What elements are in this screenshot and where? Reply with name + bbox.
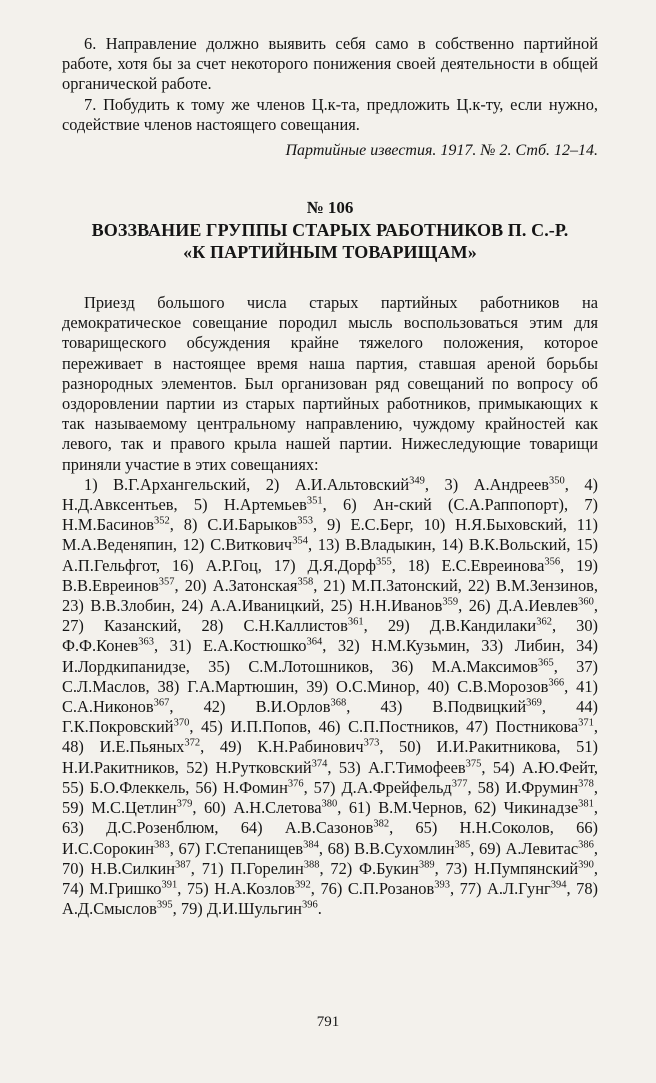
participant-text: , 32) Н.М.Кузьмин, 33) Либин, 34) И.Лордкипанидзе, 35) С.М.Лотошников, 36) М.А.Максимов — [62, 636, 598, 676]
participant-text: , 45) И.П.Попов, 46) С.П.Постников, 47) Постникова — [189, 717, 579, 737]
footnote-ref: 390 — [578, 859, 594, 871]
participant-text: , 54) А.Ю.Фейт, 55) Б.О.Флеккель, 56) Н.Фомин — [62, 757, 598, 797]
footnote-ref: 361 — [347, 616, 364, 628]
participant-text: , 30) Ф.Ф.Конев — [62, 616, 599, 656]
participant-text: , 69) А.Левитас — [470, 838, 579, 858]
participant-text: , 19) В.В.Евреинов — [62, 555, 598, 595]
participant-text: , 79) Д.И.Шульгин — [172, 899, 302, 919]
footnote-ref: 355 — [375, 556, 392, 568]
footnote-ref: 377 — [451, 778, 468, 790]
footnote-ref: 388 — [303, 859, 320, 871]
participant-text: , 44) Г.К.Покровский — [62, 697, 598, 737]
footnote-ref: 366 — [548, 677, 565, 689]
page-number: 791 — [316, 1014, 340, 1030]
footnote-ref: 356 — [544, 556, 561, 568]
participant-text: , 42) В.И.Орлов — [169, 697, 331, 717]
footnote-ref: 364 — [306, 637, 323, 648]
participant-text: , 29) Д.В.Кандилаки — [363, 616, 537, 636]
paragraph-item-7: 7. Побудить к тому же членов Ц.к-та, предложить Ц.к-ту, если нужно, содействие членов настоящего совещания. — [62, 94, 598, 134]
participant-text: , 26) Д.А.Иевлев — [458, 596, 579, 616]
participant-text: , 70) Н.В.Силкин — [62, 838, 598, 878]
participant-text: , 71) П.Горелин — [190, 858, 304, 878]
footnote-ref: 389 — [418, 859, 435, 871]
footnote-ref: 358 — [297, 576, 314, 588]
participant-text: , 18) Е.С.Евреинова — [391, 555, 545, 575]
participant-text: , 37) С.Л.Маслов, 38) Г.А.Мартюшин, 39) О.С.Минор, 40) С.В.Морозов — [62, 656, 598, 696]
participant-text: , 53) А.Г.Тимофеев — [327, 757, 466, 777]
footnote-ref: 375 — [465, 758, 482, 770]
participant-text: , 41) С.А.Никонов — [62, 676, 599, 717]
participant-text: , 74) М.Гришко — [62, 858, 598, 898]
footnote-ref: 368 — [330, 697, 347, 709]
participant-text: , 77) А.Л.Гунг — [449, 878, 551, 898]
participants-list — [62, 475, 598, 919]
footnote-ref: 357 — [158, 576, 175, 588]
footnote-ref: 362 — [536, 616, 552, 628]
footnote-ref: 363 — [138, 637, 154, 648]
footnote-ref: 373 — [363, 738, 380, 750]
participant-text: 2) А.И.Альтовский — [265, 474, 410, 494]
participant-text: , 75) Н.А.Козлов — [177, 878, 296, 898]
footnote-ref: 387 — [175, 859, 191, 871]
footnote-ref: 393 — [434, 879, 450, 891]
footnote-ref: 396 — [301, 899, 318, 911]
footnote-ref: 353 — [297, 515, 314, 527]
participant-text: , 59) М.С.Цетлин — [62, 777, 599, 818]
footnote-ref: 372 — [184, 738, 201, 750]
participant-text: , 68) В.В.Сухомлин — [318, 838, 455, 858]
footnote-ref: 384 — [303, 839, 319, 851]
participant-text: , 61) В.М.Чернов, 62) Чикинадзе — [337, 798, 579, 818]
document-heading-line2: «К ПАРТИЙНЫМ ТОВАРИЩАМ» — [183, 242, 477, 263]
footnote-ref: 378 — [578, 778, 594, 790]
footnote-ref: 370 — [173, 717, 190, 729]
participant-text: , 73) Н.Пумпянский — [434, 858, 579, 878]
participant-text: , 57) Д.А.Фрейфельд — [303, 777, 452, 797]
document-heading-line1: ВОЗЗВАНИЕ ГРУППЫ СТАРЫХ РАБОТНИКОВ П. С.-Р. — [91, 220, 569, 241]
footnote-ref: 383 — [154, 839, 170, 851]
participant-text: , 67) Г.Степанищев — [169, 838, 304, 858]
participant-text: , 43) В.Подвицкий — [346, 697, 527, 717]
participant-text: , 3) А.Андреев — [424, 474, 549, 494]
paragraph-item-6: 6. Направление должно выявить себя само в собственно партийной работе, хотя бы за счет некоторого понижения своей деятельности в общей органической работе. — [62, 34, 598, 94]
footnote-ref: 352 — [154, 515, 170, 527]
footnote-ref: 359 — [442, 596, 459, 608]
intro-paragraph: Приезд большого числа старых партийных работников на демократическое совещание породил мысль воспользоваться этим для товарищеского обсуждения крайне тяжелого положения, которое переживает в настоящее время наша партия, ставшая ареной борьбы разнородных элементов. Был организован ряд совещаний по вопросу об оздоровлении партии из старых партийных работников, примыкающих к так называемому центральному направлению, чуждому крайностей как левого, так и правого крыла нашей партии. Нижеследующие товарищи приняли участие в этих совещаниях: — [62, 293, 598, 474]
footnote-ref: 386 — [578, 839, 594, 851]
participant-text: , 49) К.Н.Рабинович — [200, 737, 364, 757]
footnote-ref: 351 — [306, 495, 323, 507]
participant-text: , 6) Ан-ский (С.А.Раппопорт), 7) Н.М.Басинов — [62, 495, 598, 535]
footnote-ref: 365 — [538, 657, 554, 669]
participant-text: , 60) А.Н.Слетова — [192, 798, 322, 818]
participant-text: . — [317, 899, 322, 919]
participant-text: 1) В.Г.Архангельский, — [84, 474, 266, 494]
footnote-ref: 360 — [578, 596, 594, 608]
footnote-ref: 381 — [578, 798, 594, 810]
footnote-ref: 385 — [454, 839, 471, 851]
participant-text: , 76) С.П.Розанов — [310, 878, 435, 898]
footnote-ref: 395 — [156, 899, 173, 911]
document-number: № 106 — [306, 198, 354, 218]
footnote-ref: 371 — [578, 717, 594, 729]
participant-text: , 65) Н.Н.Соколов, 66) И.С.Сорокин — [62, 818, 598, 858]
participant-text: , 63) Д.С.Розенблюм, 64) А.В.Сазонов — [62, 798, 598, 838]
participant-text: , 4) Н.Д.Авксентьев, 5) Н.Артемьев — [62, 474, 598, 515]
source-citation: Партийные известия. 1917. № 2. Стб. 12–14. — [285, 142, 598, 160]
footnote-ref: 379 — [176, 798, 193, 810]
footnote-ref: 354 — [292, 535, 308, 547]
footnote-ref: 376 — [287, 778, 304, 790]
footnote-ref: 367 — [153, 697, 170, 709]
footnote-ref: 350 — [549, 475, 565, 487]
participant-text: , 20) А.Затонская — [174, 575, 298, 595]
participant-text: , 72) Ф.Букин — [319, 858, 419, 878]
participant-text: , 27) Казанский, 28) С.Н.Каллистов — [62, 596, 598, 636]
footnote-ref: 349 — [409, 475, 425, 487]
participant-text: , 21) М.П.Затонский, 22) В.М.Зензинов, 23) В.В.Злобин, 24) А.А.Иваницкий, 25) Н.Н.Иванов — [62, 575, 599, 616]
footnote-ref: 380 — [321, 798, 338, 810]
footnote-ref: 391 — [161, 879, 178, 891]
participant-text: , 31) Е.А.Костюшко — [153, 636, 307, 656]
footnote-ref: 369 — [526, 697, 542, 709]
participant-text: , 13) В.Владыкин, 14) В.К.Вольский, 15) А.П.Гельфгот, 16) А.Р.Гоц, 17) Д.Я.Дорф — [62, 535, 598, 575]
participant-text: , 50) И.И.Ракитникова, 51) Н.И.Ракитников, 52) Н.Рутковский — [62, 737, 598, 777]
footnote-ref: 382 — [373, 818, 390, 830]
participant-text: , 9) Е.С.Берг, 10) Н.Я.Быховский, 11) М.А.Веденяпин, 12) С.Виткович — [62, 515, 598, 555]
participant-text: , 8) С.И.Барыков — [169, 515, 298, 535]
participant-text: , 58) И.Фрумин — [467, 777, 579, 797]
footnote-ref: 374 — [311, 758, 328, 770]
participant-text: , 48) И.Е.Пьяных — [62, 717, 598, 757]
footnote-ref: 394 — [550, 879, 567, 891]
participant-text: , 78) А.Д.Смыслов — [62, 878, 598, 919]
footnote-ref: 392 — [295, 879, 311, 891]
